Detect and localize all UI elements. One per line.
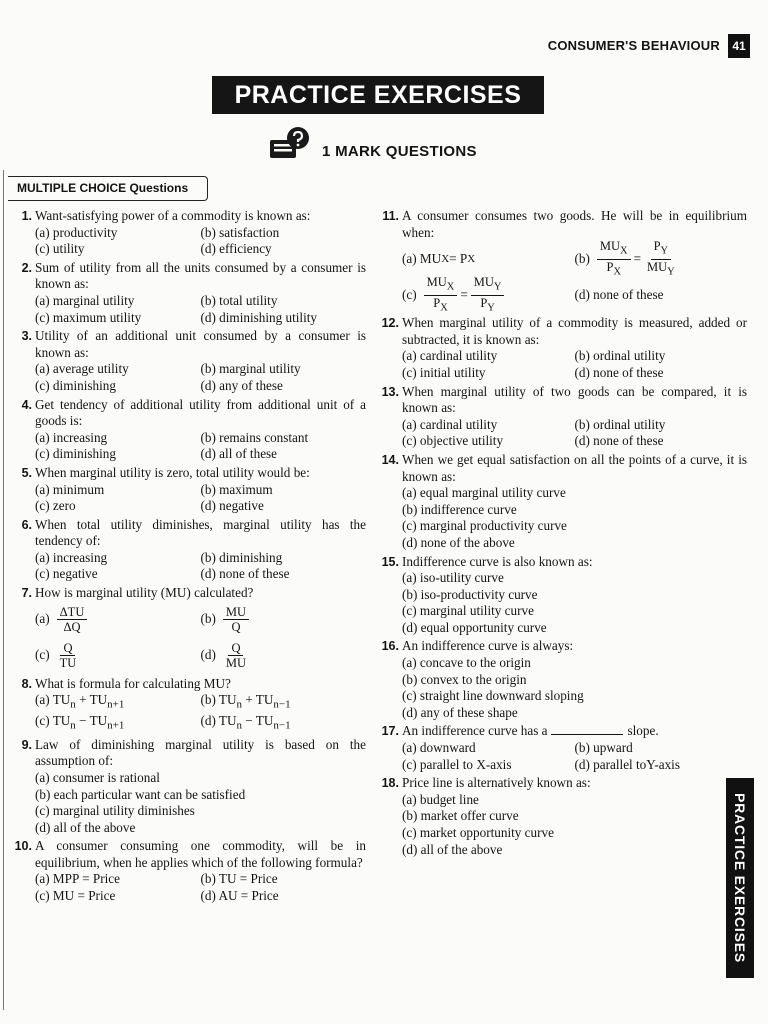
option-d xyxy=(201,638,367,674)
side-tab: PRACTICE EXERCISES xyxy=(726,778,754,978)
option-d: (d) parallel toY-axis xyxy=(574,756,680,772)
option-a: (a) iso-utility curve xyxy=(402,570,504,586)
option-b: (b) satisfaction xyxy=(200,224,280,240)
option-d: (d) all of the above xyxy=(402,841,503,857)
option-d: (d) all of these xyxy=(200,446,278,462)
running-header: CONSUMER'S BEHAVIOUR xyxy=(547,38,720,53)
option-b: (b) market offer curve xyxy=(402,808,519,824)
question-12 xyxy=(377,315,747,381)
subscript: Y xyxy=(660,245,669,257)
question-17 xyxy=(377,723,747,773)
option-label: (a) xyxy=(35,611,50,627)
question-text: Indifference curve is also known as: xyxy=(402,553,593,569)
subscript: n−1 xyxy=(273,720,291,733)
options xyxy=(35,602,366,674)
subscript: n xyxy=(236,698,243,711)
option-d xyxy=(575,277,748,313)
subscript: X xyxy=(446,281,455,293)
option-a-text: (a) MU xyxy=(402,250,442,266)
numerator: ΔTU xyxy=(57,605,88,620)
denominator-text: P xyxy=(480,295,488,310)
question-number: 17. xyxy=(381,724,399,739)
operator: + TU xyxy=(242,692,274,708)
denominator xyxy=(430,296,450,316)
option-a: (a) equal marginal utility curve xyxy=(402,485,566,501)
question-number: 1. xyxy=(21,209,32,223)
question-14 xyxy=(377,452,747,552)
question-number: 6. xyxy=(21,517,32,532)
option-a: (a) downward xyxy=(402,740,476,756)
question-text: When marginal utility of a commodity is measured, added or subtracted, it is known as: xyxy=(402,315,747,347)
operator: + TU xyxy=(75,692,108,708)
question-number: 9. xyxy=(21,737,32,752)
section-tag: MULTIPLE CHOICE Questions xyxy=(8,176,208,201)
equals-sign: = xyxy=(460,286,468,302)
denominator xyxy=(477,296,497,316)
question-15 xyxy=(377,554,747,637)
option-d: (d) none of these xyxy=(574,433,664,449)
equals-sign: = xyxy=(633,250,641,266)
subscript: Y xyxy=(667,266,675,278)
fraction xyxy=(223,641,249,670)
option-c: (c) objective utility xyxy=(402,433,504,449)
option-b: (b) marginal utility xyxy=(200,361,301,377)
question-number: 2. xyxy=(21,260,32,275)
question-11 xyxy=(377,208,747,313)
option-a xyxy=(402,241,575,277)
fraction xyxy=(471,275,505,315)
question-text: How is marginal utility (MU) calculated? xyxy=(35,585,254,601)
option-a: (a) increasing xyxy=(35,549,108,565)
option-b: (b) TU = Price xyxy=(200,871,278,887)
option-b: (b) maximum xyxy=(200,481,273,497)
denominator-text: MU xyxy=(647,259,668,274)
option-d: (d) all of the above xyxy=(35,819,136,835)
page-number: 41 xyxy=(728,34,750,58)
numerator-text: P xyxy=(653,239,661,254)
option-c-text: (c) TU xyxy=(35,713,71,729)
numerator xyxy=(597,239,631,260)
option-c: (c) parallel to X-axis xyxy=(402,756,512,772)
numerator: Q xyxy=(228,641,243,656)
option-a: (a) cardinal utility xyxy=(402,348,498,364)
numerator xyxy=(471,275,505,296)
option-c: (c) market opportunity curve xyxy=(402,825,554,840)
question-7 xyxy=(10,585,366,674)
option-d: (d) any of these xyxy=(200,377,283,393)
answer-blank xyxy=(551,734,623,735)
question-number: 13. xyxy=(381,384,399,399)
question-number: 11. xyxy=(382,209,399,223)
option-b: (b) diminishing xyxy=(200,549,283,565)
option-a: (a) productivity xyxy=(35,224,118,240)
option-b xyxy=(575,241,748,277)
option-d: (d) efficiency xyxy=(200,241,272,257)
option-a: (a) concave to the origin xyxy=(402,655,531,671)
subscript: X xyxy=(467,252,476,265)
option-d-text: (d) TU xyxy=(200,713,237,729)
option-d-text: (d) none of these xyxy=(574,286,664,302)
option-c: (c) maximum utility xyxy=(35,309,142,325)
option-c: (c) negative xyxy=(35,566,98,582)
equals-price: = P xyxy=(449,250,468,266)
option-b: (b) each particular want can be satisfied xyxy=(35,786,246,802)
options xyxy=(402,792,747,858)
option-d: (d) AU = Price xyxy=(200,888,279,904)
option-d: (d) none of these xyxy=(200,566,290,582)
question-1 xyxy=(10,208,366,258)
subscript: n+1 xyxy=(107,720,125,733)
option-c xyxy=(35,638,201,674)
option-label: (d) xyxy=(200,647,216,663)
denominator: TU xyxy=(59,656,77,671)
options xyxy=(35,482,366,515)
numerator xyxy=(424,275,458,296)
options xyxy=(35,225,366,258)
option-b: (b) iso-productivity curve xyxy=(402,586,538,602)
option-a xyxy=(35,602,201,638)
options xyxy=(35,692,366,734)
fraction xyxy=(223,605,249,634)
option-c: (c) marginal utility diminishes xyxy=(35,803,195,819)
option-a-text: (a) TU xyxy=(35,692,71,708)
subscript: Y xyxy=(493,281,502,293)
question-text-start: An indifference curve has a xyxy=(402,723,548,739)
options xyxy=(35,361,366,394)
option-label: (c) xyxy=(402,286,417,302)
denominator-text: P xyxy=(433,295,441,310)
question-4 xyxy=(10,397,366,463)
option-c: (c) marginal productivity curve xyxy=(402,518,567,534)
numerator xyxy=(651,239,671,260)
subheading-text: 1 MARK QUESTIONS xyxy=(322,142,477,160)
option-b: (b) remains constant xyxy=(200,429,309,445)
option-c: (c) zero xyxy=(35,498,76,514)
option-label: (c) xyxy=(35,647,50,663)
options xyxy=(402,485,747,551)
option-b: (b) upward xyxy=(574,740,633,756)
question-text: When we get equal satisfaction on all the points of a curve, it is known as: xyxy=(402,451,747,484)
option-b: (b) ordinal utility xyxy=(574,348,666,364)
options xyxy=(402,348,747,381)
question-text: When marginal utility of two goods can be compared, it is known as: xyxy=(402,383,747,416)
option-a: (a) average utility xyxy=(35,361,129,377)
options xyxy=(35,871,366,904)
question-number: 12. xyxy=(381,316,399,331)
subscript: X xyxy=(441,252,450,265)
question-text: A consumer consumes two goods. He will be in equilibrium when: xyxy=(402,208,747,240)
question-number: 15. xyxy=(381,554,399,569)
option-a: (a) MPP = Price xyxy=(35,871,120,887)
question-6 xyxy=(10,517,366,583)
question-text: Law of diminishing marginal utility is based on the assumption of: xyxy=(35,736,366,769)
option-a: (a) minimum xyxy=(35,481,105,497)
question-text: Want-satisfying power of a commodity is known as: xyxy=(35,208,311,223)
question-number: 14. xyxy=(381,452,399,467)
subscript: n xyxy=(236,720,243,733)
option-b-text: (b) TU xyxy=(200,692,237,708)
option-label: (b) xyxy=(574,250,590,266)
fraction xyxy=(424,275,458,315)
option-d: (d) any of these shape xyxy=(402,704,518,720)
left-column xyxy=(10,208,366,907)
option-c: (c) marginal utility curve xyxy=(402,603,534,619)
operator: − TU xyxy=(242,713,274,729)
margin-rule xyxy=(3,170,4,1010)
question-3 xyxy=(10,328,366,394)
option-c: (c) initial utility xyxy=(402,364,486,380)
option-c: (c) MU = Price xyxy=(35,888,116,904)
options xyxy=(35,430,366,463)
subscript: n−1 xyxy=(273,698,291,711)
options xyxy=(35,293,366,326)
question-9 xyxy=(10,737,366,837)
option-c xyxy=(402,277,575,313)
option-c: (c) straight line downward sloping xyxy=(402,688,584,704)
question-number: 3. xyxy=(21,329,32,344)
question-text: When marginal utility is zero, total utility would be: xyxy=(35,464,310,480)
option-c xyxy=(35,713,201,734)
subscript: n xyxy=(70,720,76,733)
numerator-text: MU xyxy=(599,239,621,254)
option-b: (b) ordinal utility xyxy=(574,416,666,432)
options xyxy=(402,417,747,450)
option-d xyxy=(201,713,367,734)
denominator: ΔQ xyxy=(63,620,81,635)
question-number: 8. xyxy=(21,676,32,691)
question-number: 16. xyxy=(381,639,399,654)
question-bubble-icon xyxy=(268,126,314,166)
question-8 xyxy=(10,676,366,735)
page-title: PRACTICE EXERCISES xyxy=(212,76,544,114)
option-a: (a) increasing xyxy=(35,429,108,445)
option-a: (a) marginal utility xyxy=(35,292,135,308)
question-number: 5. xyxy=(21,465,32,480)
option-d: (d) none of the above xyxy=(402,534,515,550)
options xyxy=(402,570,747,636)
fraction xyxy=(57,641,80,670)
option-b: (b) indifference curve xyxy=(402,501,517,517)
question-text: An indifference curve is always: xyxy=(402,638,574,654)
option-b: (b) convex to the origin xyxy=(402,671,527,687)
question-text xyxy=(402,723,747,740)
option-a xyxy=(35,692,201,713)
denominator: MU xyxy=(225,656,247,671)
question-2 xyxy=(10,260,366,326)
options xyxy=(402,241,747,313)
question-text: When total utility diminishes, marginal utility has the tendency of: xyxy=(35,516,366,549)
option-b: (b) total utility xyxy=(200,292,278,308)
question-text: Price line is alternatively known as: xyxy=(402,775,591,791)
options xyxy=(402,655,747,721)
question-number: 18. xyxy=(381,776,399,791)
subscript: n+1 xyxy=(107,698,125,711)
question-text-end: slope. xyxy=(627,723,659,739)
option-a: (a) consumer is rational xyxy=(35,769,160,785)
question-text: Utility of an additional unit consumed by a consumer is known as: xyxy=(35,328,366,360)
option-c: (c) diminishing xyxy=(35,446,116,462)
option-b xyxy=(201,602,367,638)
subscript: X xyxy=(620,245,628,257)
fraction xyxy=(57,605,88,634)
question-text: What is formula for calculating MU? xyxy=(35,675,231,691)
numerator-text: MU xyxy=(426,275,447,290)
options xyxy=(35,770,366,836)
question-16 xyxy=(377,638,747,721)
option-label: (b) xyxy=(200,611,216,627)
question-number: 4. xyxy=(21,397,32,412)
question-text: Sum of utility from all the units consumed by a consumer is known as: xyxy=(35,259,366,292)
question-number: 10. xyxy=(14,839,32,854)
options xyxy=(402,740,747,773)
subscript: X xyxy=(613,266,621,278)
option-a: (a) budget line xyxy=(402,791,479,807)
denominator-text: P xyxy=(606,259,614,274)
option-c: (c) utility xyxy=(35,241,85,257)
subscript: X xyxy=(440,302,448,314)
numerator: Q xyxy=(60,641,75,656)
subheading xyxy=(268,126,477,166)
option-b xyxy=(201,692,367,713)
question-text: A consumer consuming one commodity, will be in equilibrium, when he applies which of the following formula? xyxy=(35,838,366,870)
subscript: Y xyxy=(487,302,495,314)
numerator: MU xyxy=(223,605,249,620)
fraction xyxy=(644,239,678,279)
right-column xyxy=(377,208,747,860)
option-d: (d) diminishing utility xyxy=(200,309,317,325)
option-c: (c) diminishing xyxy=(35,377,116,393)
question-5 xyxy=(10,465,366,515)
options xyxy=(35,550,366,583)
question-10 xyxy=(10,838,366,904)
question-13 xyxy=(377,384,747,450)
denominator: Q xyxy=(231,620,241,635)
option-a: (a) cardinal utility xyxy=(402,416,498,432)
operator: − TU xyxy=(75,713,108,729)
subscript: n xyxy=(70,698,76,711)
option-d: (d) negative xyxy=(200,498,264,514)
question-text: Get tendency of additional utility from additional unit of a goods is: xyxy=(35,396,366,429)
option-d: (d) equal opportunity curve xyxy=(402,619,547,635)
question-number: 7. xyxy=(21,586,32,601)
numerator-text: MU xyxy=(473,275,494,290)
option-d: (d) none of these xyxy=(574,364,664,380)
fraction xyxy=(597,239,631,279)
question-18 xyxy=(377,775,747,858)
